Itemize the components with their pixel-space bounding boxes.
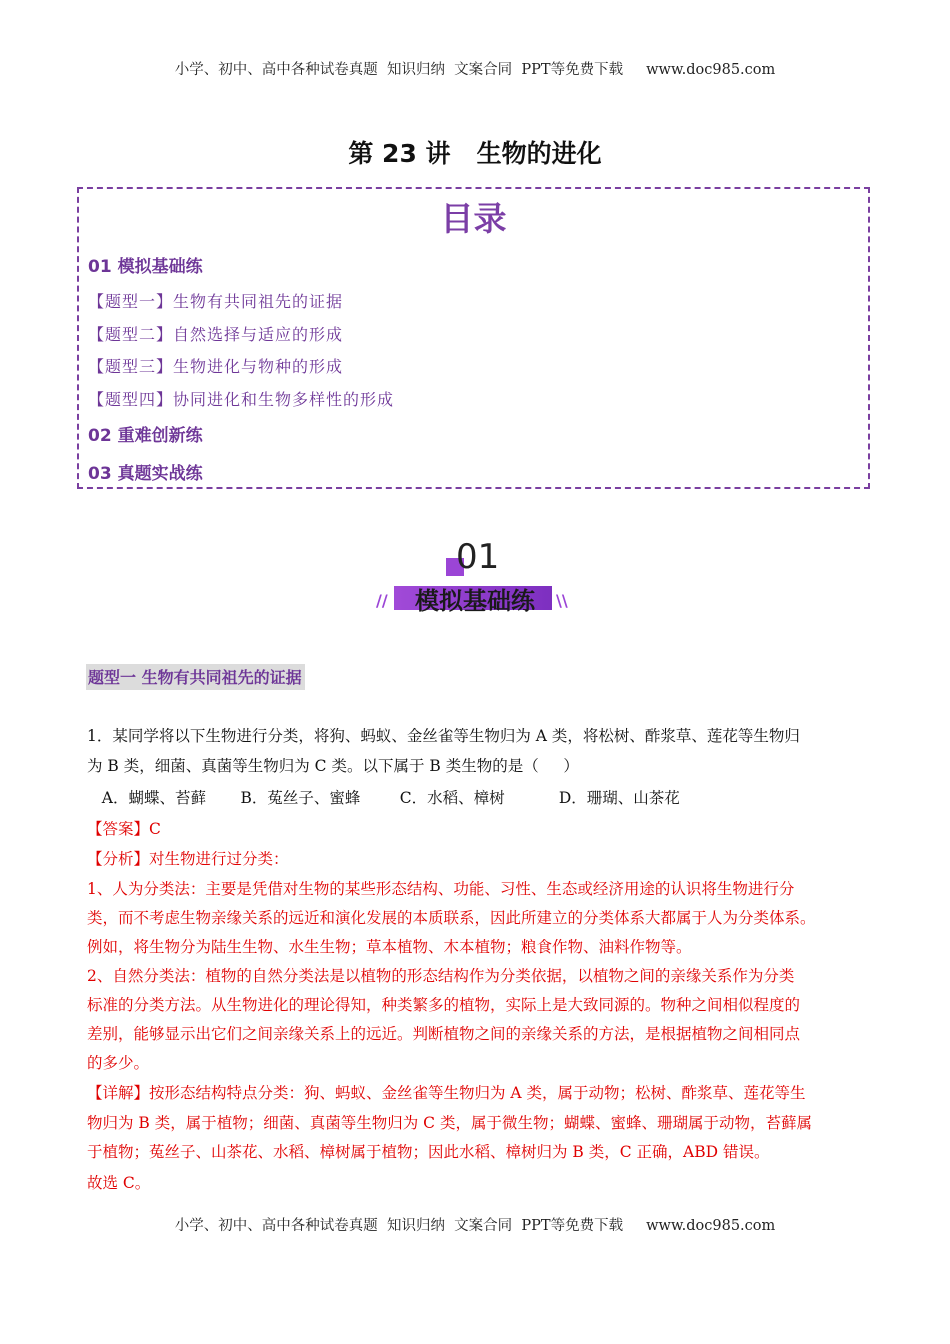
- analysis-line: 差别，能够显示出它们之间亲缘关系上的远近。判断植物之间的亲缘关系的方法，是根据植物之间相同点: [87, 1025, 801, 1043]
- toc-heading: 目录: [440, 199, 507, 238]
- question-stem-line-1: 1．某同学将以下生物进行分类，将狗、蚂蚁、金丝雀等生物归为 A 类，将松树、酢浆草、莲花等生物归: [87, 727, 800, 745]
- toc-item-type-2[interactable]: 【题型二】自然选择与适应的形成: [88, 325, 344, 344]
- analysis-line: 类，而不考虑生物亲缘关系的远近和演化发展的本质联系，因此所建立的分类体系大都属于人为分类体系。: [87, 909, 816, 927]
- analysis-line: 1、人为分类法：主要是凭借对生物的某些形态结构、功能、习性、生态或经济用途的认识将生物进行分: [87, 880, 795, 898]
- detail-line: 于植物；菟丝子、山茶花、水稻、樟树属于植物；因此水稻、樟树归为 B 类，C 正确，ABD 错误。: [87, 1143, 770, 1161]
- section-badge: [370, 535, 580, 620]
- badge-right-deco: \\: [556, 591, 568, 610]
- detail-label: 【详解】按形态结构特点分类：狗、蚂蚁、金丝雀等生物归为 A 类，属于动物；松树、酢浆草、莲花等生: [87, 1084, 806, 1102]
- page-header: 小学、初中、高中各种试卷真题 知识归纳 文案合同 PPT等免费下载 www.doc985.com: [174, 62, 776, 78]
- page-title: 第 23 讲 生物的进化: [348, 139, 602, 168]
- detail-line: 物归为 B 类，属于植物；细菌、真菌等生物归为 C 类，属于微生物；蝴蝶、蜜蜂、珊瑚属于动物，苔藓属: [87, 1114, 812, 1132]
- question-options: A．蝴蝶、苔藓 B．菟丝子、蜜蜂 C．水稻、樟树 D．珊瑚、山茶花: [87, 789, 680, 807]
- toc-section-2[interactable]: 02 重难创新练: [88, 426, 203, 446]
- type-heading: 题型一 生物有共同祖先的证据: [86, 664, 305, 690]
- analysis-line: 例如，将生物分为陆生生物、水生生物；草本植物、木本植物；粮食作物、油料作物等。: [87, 938, 692, 956]
- answer-line: 【答案】C: [87, 820, 161, 838]
- toc-section-1[interactable]: 01 模拟基础练: [88, 257, 203, 277]
- page-footer: 小学、初中、高中各种试卷真题 知识归纳 文案合同 PPT等免费下载 www.doc985.com: [174, 1218, 776, 1234]
- toc-item-type-3[interactable]: 【题型三】生物进化与物种的形成: [88, 357, 344, 376]
- analysis-line: 的多少。: [87, 1054, 150, 1072]
- badge-left-deco: //: [376, 591, 388, 610]
- analysis-line: 标准的分类方法。从生物进化的理论得知，种类繁多的植物，实际上是大致同源的。物种之间相似程度的: [87, 996, 801, 1014]
- analysis-label: 【分析】对生物进行过分类：: [87, 850, 289, 868]
- badge-number: 01: [456, 537, 500, 577]
- question-stem-line-2: 为 B 类，细菌、真菌等生物归为 C 类。以下属于 B 类生物的是（ ）: [87, 757, 579, 775]
- toc-section-3[interactable]: 03 真题实战练: [88, 464, 203, 484]
- table-of-contents: [77, 187, 870, 489]
- analysis-line: 2、自然分类法：植物的自然分类法是以植物的形态结构作为分类依据，以植物之间的亲缘关系作为分类: [87, 967, 795, 985]
- detail-line: 故选 C。: [87, 1174, 151, 1192]
- badge-label: 模拟基础练: [415, 587, 535, 615]
- toc-item-type-1[interactable]: 【题型一】生物有共同祖先的证据: [88, 292, 344, 311]
- toc-item-type-4[interactable]: 【题型四】协同进化和生物多样性的形成: [88, 390, 395, 409]
